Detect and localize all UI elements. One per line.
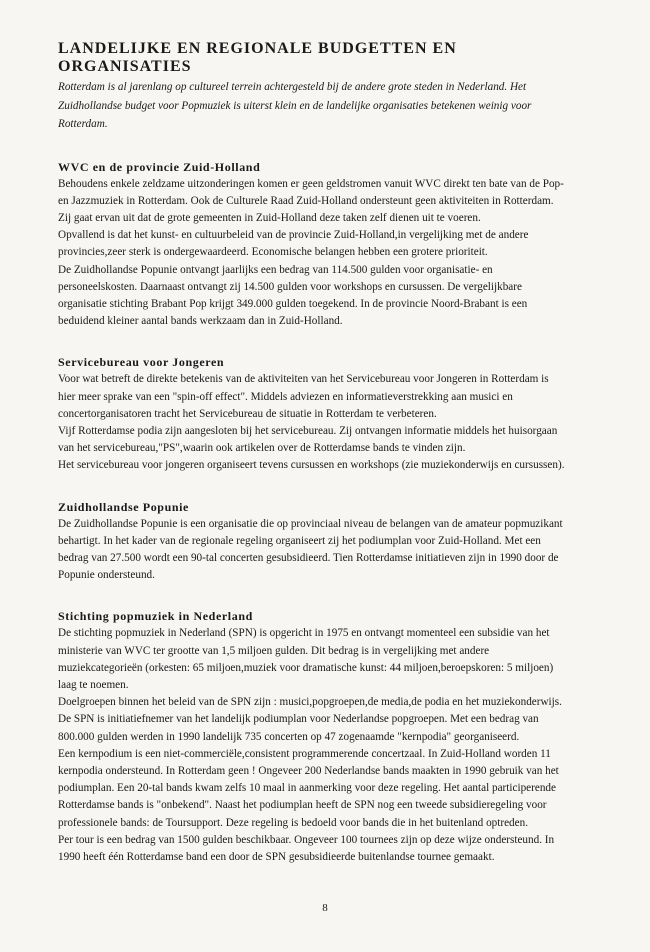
page-title [58,40,603,76]
body-text-line: organisatie stichting Brabant Pop krijgt 349.000 gulden toegekend. In de provincie Noord-Brabant is een [58,297,528,310]
body-text-line: Voor wat betreft de direkte betekenis van de aktiviteiten van het Servicebureau voor Jongeren in Rotterdam is [58,373,549,386]
body-text-line: concertorganisatoren tracht het Servicebureau de situatie in Rotterdam te verbeteren. [58,407,437,420]
body-text-line: Zij gaat ervan uit dat de grote gemeenten in Zuid-Holland deze taken zelf dienen uit te voeren. [58,211,481,224]
intro-paragraph: Rotterdam is al jarenlang op cultureel terrein achtergesteld bij de andere grote steden in Nederland. Het Zuidhollandse budget voor Popmuziek is uiterst klein en de landelijke organisaties betekenen weinig voor Rotterdam. [58,81,532,130]
body-text-line: Behoudens enkele zeldzame uitzonderingen komen er geen geldstromen vanuit WVC direkt ten bate van de Pop- [58,177,564,190]
body-text-line: ministerie van WVC ter grootte van 1,5 miljoen gulden. Dit bedrag is in vergelijking met andere [58,644,490,657]
section [58,353,603,474]
section-heading: Servicebureau voor Jongeren [58,355,225,370]
section [58,607,603,866]
body-text-line: provincies,zeer sterk is ondergewaardeerd. Economische belangen hebben een grotere prioriteit. [58,246,488,259]
body-text-line: Rotterdamse bands is "onbekend". Naast het podiumplan heeft de SPN nog een tweede subsidieregeling voor [58,799,547,812]
body-text-line: van het servicebureau,"PS",waarin ook artikelen over de Rotterdamse bands te vinden zijn. [58,442,466,455]
body-text-line: muziekcategorieën (orkesten: 65 miljoen,muziek voor dramatische kunst: 44 miljoen,beroepskoren: 5 miljoen) [58,661,554,674]
body-text-line: personeelskosten. Daarnaast ontvangt zij 14.500 gulden voor workshops en cursussen. De vergelijkbare [58,280,522,293]
title-line-2: ORGANISATIES [58,58,192,75]
body-text-line: Doelgroepen binnen het beleid van de SPN zijn : musici,popgroepen,de media,de podia en het muziekonderwijs. [58,696,562,709]
page-number: 8 [322,902,328,914]
body-text-line: kernpodia ondersteund. In Rotterdam geen ! Ongeveer 200 Nederlandse bands maakten in 1990 gebruik van het [58,764,559,777]
title-line-1: LANDELIJKE EN REGIONALE BUDGETTEN EN [58,40,457,57]
body-text-line: De Zuidhollandse Popunie ontvangt jaarlijks een bedrag van 114.500 gulden voor organisatie- en [58,263,493,276]
body-text-line: professionele bands: de Toursupport. Deze regeling is bedoeld voor bands die in het buitenland optreden. [58,816,529,829]
body-text-line: 1990 heeft één Rotterdamse band een door de SPN gesubsidieerde buitenlandse tournee gemaakt. [58,851,495,863]
body-text-line: De SPN is initiatiefnemer van het landelijk podiumplan voor Nederlandse popgroepen. Met een bedrag van [58,713,539,726]
body-text-line: De stichting popmuziek in Nederland (SPN) is opgericht in 1975 en ontvangt momenteel een subsidie van het [58,627,550,640]
body-text-line: Popunie ondersteund. [58,569,155,582]
body-text-line: Per tour is een bedrag van 1500 gulden beschikbaar. Ongeveer 100 tournees zijn op deze wijze ondersteund. In [58,833,555,846]
body-text-line: en Jazzmuziek in Rotterdam. Ook de Culturele Raad Zuid-Holland ondersteunt geen aktiviteiten in Rotterdam. [58,194,554,207]
section-heading: WVC en de provincie Zuid-Holland [58,159,261,174]
body-text-line: laag te noemen. [58,678,129,691]
body-text-line: 800.000 gulden werden in 1990 landelijk 735 concerten op 47 zogenaamde "kernpodia" georganiseerd. [58,730,520,743]
body-text-line: beduidend kleiner aantal bands werkzaam dan in Zuid-Holland. [58,315,343,328]
section [58,158,603,331]
body-text-line: hier meer sprake van een "spin-off effect". Middels adviezen en informatieverstrekking aan musici en [58,390,513,403]
sections [58,158,603,867]
section [58,498,603,585]
body-text-line: Opvallend is dat het kunst- en cultuurbeleid van de provincie Zuid-Holland,in vergelijking met de andere [58,229,529,242]
body-text-line: Vijf Rotterdamse podia zijn aangesloten bij het servicebureau. Zij ontvangen informatie middels het huisorgaan [58,424,558,437]
document-page [58,40,603,866]
body-text-line: Een kernpodium is een niet-commerciële,consistent programmerende concertzaal. In Zuid-Holland worden 11 [58,747,551,760]
body-text-line: podiumplan. Een 20-tal bands kwam zelfs 10 maal in aanmerking voor deze regeling. Het aantal participerende [58,782,556,795]
section-heading: Zuidhollandse Popunie [58,499,189,514]
body-text-line: behartigt. In het kader van de regionale regeling organiseert zij het podiumplan voor Zuid-Holland. Met een [58,534,541,547]
section-heading: Stichting popmuziek in Nederland [58,609,253,624]
body-text-line: Het servicebureau voor jongeren organiseert tevens cursussen en workshops (zie muziekonderwijs en cursussen). [58,459,565,472]
body-text-line: De Zuidhollandse Popunie is een organisatie die op provinciaal niveau de belangen van de amateur popmuzikant [58,517,563,530]
body-text-line: bedrag van 27.500 wordt een 90-tal concerten gesubsidieerd. Tien Rotterdamse initiatieven zijn in 1990 door de [58,551,559,564]
